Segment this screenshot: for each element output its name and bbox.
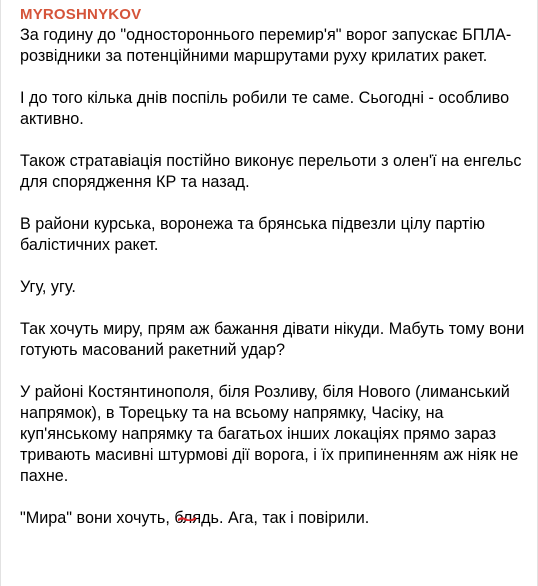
message-paragraph-4: В райони курська, воронежа та брянська підвезли цілу партію балістичних ракет. <box>20 215 486 254</box>
message-paragraph-3: Також стратавіація постійно виконує перельоти з олен'ї на енгельс для спорядження КР та назад. <box>20 152 522 191</box>
censor-scribble-icon <box>178 517 196 521</box>
message-paragraph-5: Угу, угу. <box>20 278 76 296</box>
message-paragraph-7: У районі Костянтинополя, біля Розливу, біля Нового (лиманський напрямок), в Торецьку та на всьому напрямку, Часіку, на куп'янському напрямку та багатьох інших локаціях прямо зараз тривають масивні штурмові дії ворога, і їх припиненням аж ніяк не пахне. <box>20 383 519 485</box>
censored-word-text: блядь <box>174 509 219 527</box>
paragraph-8-text-start: "Мира" вони хочуть, <box>20 509 175 527</box>
message-paragraph-2: І до того кілька днів поспіль робили те саме. Сьогодні - особливо активно. <box>20 89 510 128</box>
sender-name[interactable]: MYROSHNYKOV <box>20 6 142 23</box>
paragraph-8-text-end: . Ага, так і повірили. <box>219 509 370 527</box>
message-paragraph-6: Так хочуть миру, прям аж бажання дівати нікуди. Мабуть тому вони готують масований ракетний удар? <box>20 320 525 359</box>
censored-word <box>174 508 219 529</box>
message-paragraph-1: За годину до "одностороннього перемир'я" ворог запускає БПЛА-розвідники за потенційними маршрутами руху крилатих ракет. <box>20 26 512 65</box>
message-paragraph-8 <box>20 508 527 529</box>
message-text <box>20 25 527 529</box>
